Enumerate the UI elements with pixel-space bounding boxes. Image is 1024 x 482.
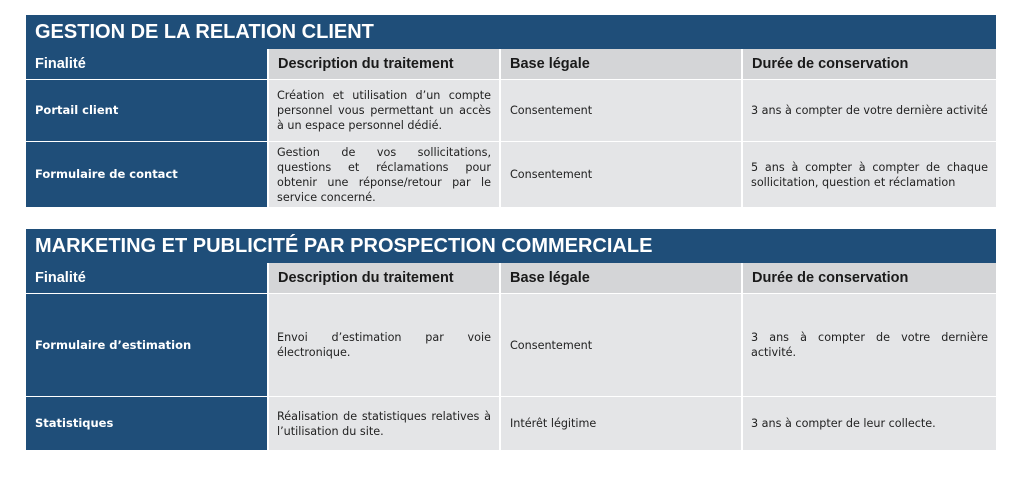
table-row <box>26 80 996 142</box>
cell-description: Création et utilisation d’un compte personnel vous permettant un accès à un espace personnel dédié. <box>268 80 500 142</box>
header-description: Description du traitement <box>268 49 500 80</box>
table-row <box>26 142 996 208</box>
header-finalite: Finalité <box>26 49 268 80</box>
cell-duree: 3 ans à compter de votre dernière activité <box>742 80 996 142</box>
cell-base-legale: Consentement <box>500 142 742 208</box>
cell-description: Envoi d’estimation par voie électronique. <box>268 294 500 397</box>
processing-table <box>26 49 996 208</box>
header-description: Description du traitement <box>268 263 500 294</box>
cell-finalite: Statistiques <box>26 397 268 451</box>
cell-base-legale: Consentement <box>500 294 742 397</box>
cell-description: Gestion de vos sollicitations, questions et réclamations pour obtenir une réponse/retour par le service concerné. <box>268 142 500 208</box>
cell-duree: 3 ans à compter de votre dernière activité. <box>742 294 996 397</box>
table-row <box>26 397 996 451</box>
section-title: MARKETING ET PUBLICITÉ PAR PROSPECTION COMMERCIALE <box>26 229 996 263</box>
header-base-legale: Base légale <box>500 263 742 294</box>
header-duree: Durée de conservation <box>742 263 996 294</box>
table-row <box>26 294 996 397</box>
header-base-legale: Base légale <box>500 49 742 80</box>
cell-description: Réalisation de statistiques relatives à l’utilisation du site. <box>268 397 500 451</box>
table-header-row <box>26 263 996 294</box>
cell-finalite: Formulaire d’estimation <box>26 294 268 397</box>
cell-base-legale: Intérêt légitime <box>500 397 742 451</box>
processing-table <box>26 263 996 451</box>
cell-finalite: Portail client <box>26 80 268 142</box>
section-marketing <box>26 229 996 451</box>
cell-duree: 3 ans à compter de leur collecte. <box>742 397 996 451</box>
table-header-row <box>26 49 996 80</box>
section-relation-client <box>26 15 996 208</box>
section-title: GESTION DE LA RELATION CLIENT <box>26 15 996 49</box>
cell-finalite: Formulaire de contact <box>26 142 268 208</box>
header-finalite: Finalité <box>26 263 268 294</box>
cell-base-legale: Consentement <box>500 80 742 142</box>
header-duree: Durée de conservation <box>742 49 996 80</box>
cell-duree: 5 ans à compter à compter de chaque sollicitation, question et réclamation <box>742 142 996 208</box>
